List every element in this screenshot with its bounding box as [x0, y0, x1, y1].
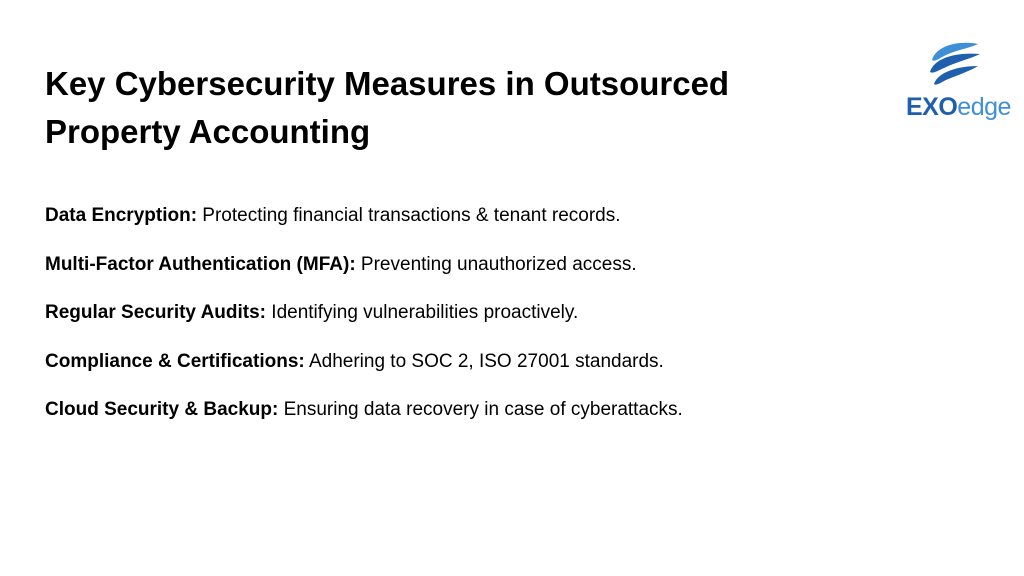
measure-label: Cloud Security & Backup:	[45, 399, 279, 420]
measure-item	[45, 397, 945, 423]
slide-title-line-1: Key Cybersecurity Measures in Outsourced	[45, 65, 730, 102]
measures-list	[45, 203, 945, 446]
measure-text: Ensuring data recovery in case of cyberattacks.	[278, 399, 683, 420]
measure-text: Preventing unauthorized access.	[355, 253, 637, 275]
measure-item	[45, 349, 945, 375]
measure-item	[45, 300, 945, 326]
slide-title	[45, 60, 875, 156]
measure-label: Multi-Factor Authentication (MFA):	[45, 253, 356, 275]
measure-label: Regular Security Audits:	[45, 302, 267, 323]
logo-brand-bold: EXO	[906, 93, 958, 121]
measure-text: Protecting financial transactions & tenant records.	[197, 205, 621, 226]
measure-label: Compliance & Certifications:	[45, 350, 305, 372]
exoedge-logo	[904, 40, 1011, 128]
exoedge-swoosh-icon	[926, 40, 984, 90]
measure-item	[45, 203, 945, 229]
exoedge-wordmark	[906, 92, 1011, 122]
measure-text: Identifying vulnerabilities proactively.	[266, 302, 579, 323]
measure-label: Data Encryption:	[45, 205, 198, 226]
measure-item	[45, 252, 945, 278]
measure-text: Adhering to SOC 2, ISO 27001 standards.	[304, 350, 664, 372]
slide-title-line-2: Property Accounting	[45, 113, 371, 150]
logo-brand-light: edge	[957, 93, 1011, 121]
